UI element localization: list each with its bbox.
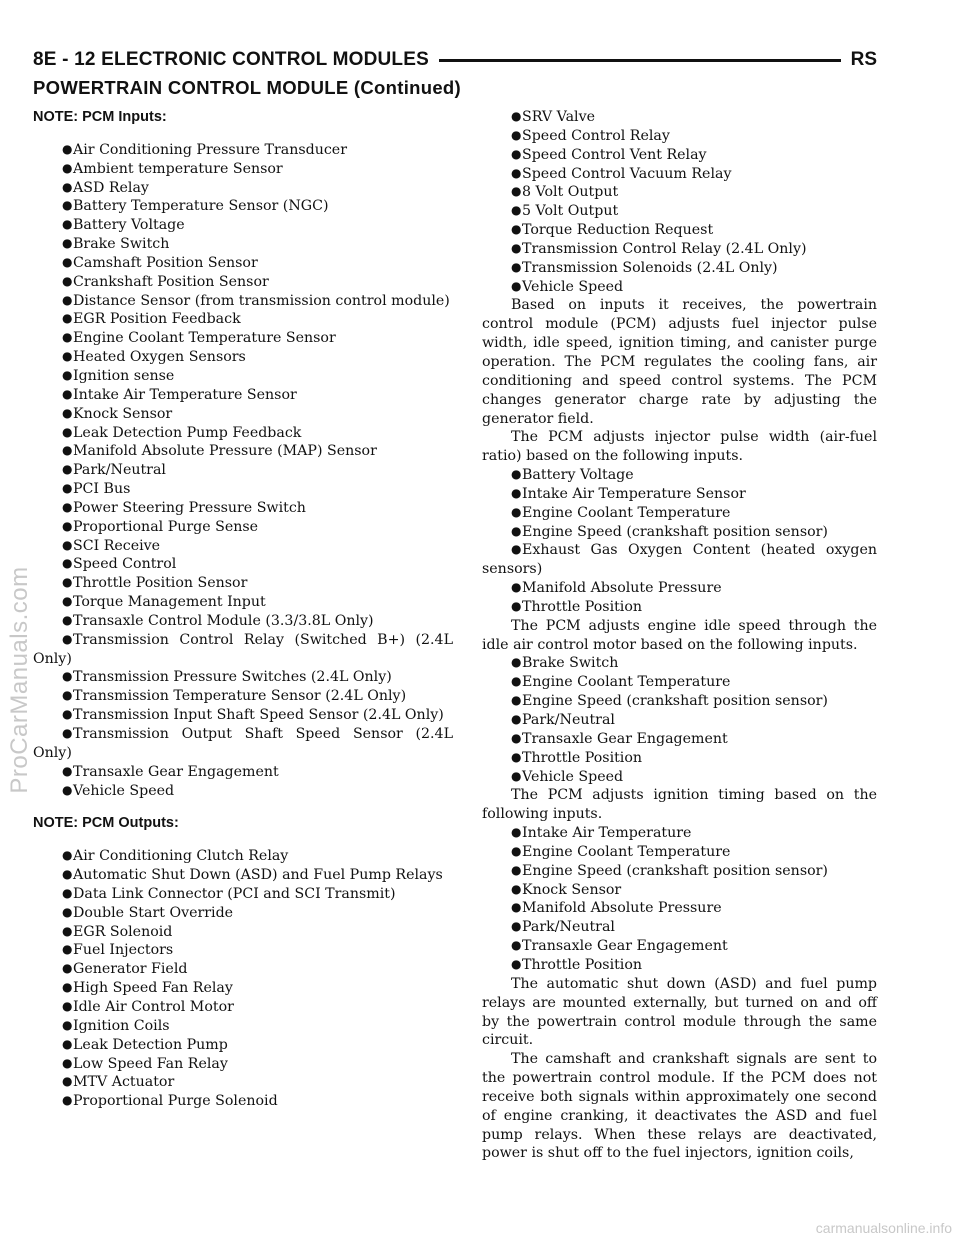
list-item	[33, 235, 453, 254]
list-item	[33, 442, 453, 461]
bullet-icon: ●	[511, 259, 522, 274]
list-item-text: Intake Air Temperature Sensor	[73, 386, 297, 403]
list-item	[482, 523, 877, 542]
list-item	[33, 254, 453, 273]
list-item	[482, 918, 877, 937]
bullet-icon: ●	[62, 160, 73, 175]
bullet-icon: ●	[511, 843, 522, 858]
list-item-text: Brake Switch	[73, 236, 170, 253]
list-item-text: Engine Speed (crankshaft position sensor)	[522, 523, 828, 540]
bullet-icon: ●	[62, 349, 73, 364]
list-item-text: Engine Speed (crankshaft position sensor)	[522, 693, 828, 710]
bullet-icon: ●	[62, 462, 73, 477]
list-item-text: Speed Control Vent Relay	[522, 146, 707, 163]
list-item	[33, 179, 453, 198]
page-subtitle: POWERTRAIN CONTROL MODULE (Continued)	[33, 77, 461, 98]
list-item-text: Transaxle Gear Engagement	[522, 730, 728, 747]
list-item	[33, 292, 453, 311]
bullet-icon: ●	[62, 443, 73, 458]
side-watermark	[2, 0, 38, 1242]
header-section-title: 8E - 12 ELECTRONIC CONTROL MODULES	[33, 49, 429, 70]
bullet-icon: ●	[511, 127, 522, 142]
list-item	[482, 504, 877, 523]
bullet-icon: ●	[511, 580, 522, 595]
bullet-icon: ●	[62, 980, 73, 995]
bullet-icon: ●	[511, 146, 522, 161]
bullet-icon: ●	[62, 141, 73, 156]
inputs-note: NOTE: PCM Inputs:	[33, 109, 167, 125]
bullet-icon: ●	[511, 240, 522, 255]
bullet-icon: ●	[511, 938, 522, 953]
bullet-icon: ●	[511, 278, 522, 293]
bullet-icon: ●	[511, 674, 522, 689]
list-item-text: Throttle Position	[522, 956, 643, 973]
bullet-icon: ●	[511, 825, 522, 840]
list-item-text: Battery Voltage	[73, 217, 185, 234]
list-item-text: Air Conditioning Pressure Transducer	[73, 141, 347, 158]
bullet-icon: ●	[62, 904, 73, 919]
list-item-text: Idle Air Control Motor	[73, 998, 234, 1015]
list-item	[33, 273, 453, 292]
list-item-text: Proportional Purge Sense	[73, 518, 259, 535]
bullet-icon: ●	[62, 961, 73, 976]
list-item	[33, 197, 453, 216]
bullet-icon: ●	[62, 254, 73, 269]
list-item-text: Transmission Output Shaft Speed Sensor (2.4L Only)	[33, 726, 453, 761]
bullet-icon: ●	[511, 862, 522, 877]
bullet-icon: ●	[62, 631, 73, 646]
bullet-icon: ●	[511, 542, 522, 557]
list-item-text: Low Speed Fan Relay	[73, 1055, 228, 1072]
list-item-text: Transaxle Control Module (3.3/3.8L Only)	[73, 612, 374, 629]
list-item-text: Crankshaft Position Sensor	[73, 273, 269, 290]
bullet-icon: ●	[511, 203, 522, 218]
paragraph-cam-crank-signals: The camshaft and crankshaft signals are sent to the powertrain control module. If the PCM does not receive both signals within approximately one second of engine cranking, it deactivates the ASD and fuel pump relays. When these relays are deactivated, power is shut off to the fuel injectors, ignition coils,	[482, 1051, 877, 1162]
bullet-icon: ●	[62, 848, 73, 863]
list-item	[33, 941, 453, 960]
bullet-icon: ●	[62, 1093, 73, 1108]
list-item	[33, 1073, 453, 1092]
bullet-icon: ●	[511, 523, 522, 538]
list-item-text: Transaxle Gear Engagement	[73, 763, 279, 780]
list-item	[33, 706, 453, 725]
list-item	[33, 960, 453, 979]
list-item-text: PCI Bus	[73, 481, 131, 498]
list-item	[482, 579, 877, 598]
bullet-icon: ●	[62, 669, 73, 684]
list-item	[33, 668, 453, 687]
list-item-text: Throttle Position	[522, 598, 643, 615]
bullet-icon: ●	[62, 217, 73, 232]
list-item	[482, 824, 877, 843]
list-item-text: Speed Control Vacuum Relay	[522, 165, 732, 182]
list-item	[482, 108, 877, 127]
list-item	[33, 405, 453, 424]
bullet-icon: ●	[511, 109, 522, 123]
bullet-icon: ●	[62, 236, 73, 251]
list-item	[33, 612, 453, 631]
list-item	[482, 937, 877, 956]
list-item	[33, 725, 453, 763]
bullet-icon: ●	[62, 707, 73, 722]
list-item-text: Engine Coolant Temperature	[522, 843, 731, 860]
watermark-text: ProCarManuals.com	[6, 566, 33, 794]
list-item	[33, 386, 453, 405]
list-item	[33, 537, 453, 556]
list-item-text: Automatic Shut Down (ASD) and Fuel Pump Relays	[73, 867, 443, 884]
bullet-icon: ●	[511, 655, 522, 670]
list-item	[482, 881, 877, 900]
bullet-icon: ●	[62, 1055, 73, 1070]
list-item	[33, 631, 453, 669]
list-item-text: Park/Neutral	[522, 919, 615, 936]
list-item-text: Engine Speed (crankshaft position sensor)	[522, 862, 828, 879]
ignition-timing-inputs-list	[482, 824, 877, 975]
bullet-icon: ●	[62, 198, 73, 213]
paragraph-idle-speed: The PCM adjusts engine idle speed through the idle air control motor based on the following inputs.	[482, 617, 877, 653]
paragraph-asd-relays: The automatic shut down (ASD) and fuel pump relays are mounted externally, but turned on and off by the powertrain control module through the same circuit.	[482, 975, 877, 1049]
list-item-text: Battery Voltage	[522, 467, 634, 484]
list-item-text: Transaxle Gear Engagement	[522, 938, 728, 955]
paragraph-ignition-timing: The PCM adjusts ignition timing based on the following inputs.	[482, 787, 877, 823]
list-item	[482, 843, 877, 862]
list-item	[482, 240, 877, 259]
list-item-text: 5 Volt Output	[522, 203, 619, 220]
list-item-text: Ambient temperature Sensor	[73, 160, 283, 177]
list-item-text: SCI Receive	[73, 537, 161, 554]
pcm-inputs-list	[33, 141, 453, 801]
list-item-text: Manifold Absolute Pressure	[522, 900, 722, 917]
bullet-icon: ●	[62, 688, 73, 703]
list-item	[482, 673, 877, 692]
bullet-icon: ●	[62, 867, 73, 882]
list-item-text: Power Steering Pressure Switch	[73, 499, 306, 516]
list-item-text: Brake Switch	[522, 655, 619, 672]
list-item-text: Distance Sensor (from transmission control module)	[73, 292, 450, 309]
list-item-text: EGR Solenoid	[73, 923, 173, 940]
list-item	[482, 749, 877, 768]
bullet-icon: ●	[62, 405, 73, 420]
paragraph-pcm-adjusts: Based on inputs it receives, the powertrain control module (PCM) adjusts fuel injector pulse width, idle speed, ignition timing, and canister purge operation. The PCM regulates the cooling fans, air conditioning and speed control systems. The PCM changes generator charge rate by adjusting the generator field.	[482, 297, 877, 427]
list-item-text: Torque Reduction Request	[522, 222, 714, 239]
footer-watermark: carmanualsonline.info	[815, 1220, 952, 1236]
list-item-text: Engine Coolant Temperature Sensor	[73, 330, 336, 347]
list-item-text: Intake Air Temperature Sensor	[522, 485, 746, 502]
right-column	[482, 108, 877, 1163]
list-item-text: Speed Control	[73, 556, 177, 573]
bullet-icon: ●	[511, 881, 522, 896]
bullet-icon: ●	[511, 900, 522, 915]
bullet-icon: ●	[62, 367, 73, 382]
bullet-icon: ●	[62, 518, 73, 533]
list-item	[33, 593, 453, 612]
list-item	[482, 956, 877, 975]
bullet-icon: ●	[62, 763, 73, 778]
bullet-icon: ●	[511, 467, 522, 482]
list-item	[33, 574, 453, 593]
list-item	[33, 555, 453, 574]
list-item	[33, 461, 453, 480]
pulse-width-inputs-list	[482, 466, 877, 617]
bullet-icon: ●	[62, 556, 73, 571]
idle-speed-inputs-list	[482, 654, 877, 786]
list-item-text: Intake Air Temperature	[522, 825, 692, 842]
list-item	[33, 782, 453, 801]
list-item	[33, 1055, 453, 1074]
list-item-text: Knock Sensor	[522, 881, 622, 898]
list-item-text: Leak Detection Pump	[73, 1036, 228, 1053]
list-item	[482, 259, 877, 278]
list-item	[33, 866, 453, 885]
list-item-text: Vehicle Speed	[522, 768, 624, 785]
list-item-text: High Speed Fan Relay	[73, 980, 233, 997]
list-item	[482, 485, 877, 504]
bullet-icon: ●	[511, 919, 522, 934]
bullet-icon: ●	[62, 1036, 73, 1051]
bullet-icon: ●	[511, 693, 522, 708]
bullet-icon: ●	[62, 537, 73, 552]
list-item	[482, 862, 877, 881]
list-item-text: EGR Position Feedback	[73, 311, 241, 328]
bullet-icon: ●	[62, 499, 73, 514]
list-item-text: Park/Neutral	[73, 462, 166, 479]
list-item-text: Engine Coolant Temperature	[522, 504, 731, 521]
list-item-text: Transmission Control Relay (2.4L Only)	[522, 240, 807, 257]
list-item-text: Vehicle Speed	[522, 278, 624, 295]
list-item-text: Vehicle Speed	[73, 782, 175, 799]
list-item	[33, 885, 453, 904]
list-item	[482, 541, 877, 579]
list-item	[33, 348, 453, 367]
list-item	[33, 160, 453, 179]
list-item	[33, 480, 453, 499]
list-item-text: Proportional Purge Solenoid	[73, 1093, 278, 1110]
list-item	[482, 165, 877, 184]
bullet-icon: ●	[62, 273, 73, 288]
list-item-text: SRV Valve	[522, 109, 596, 125]
bullet-icon: ●	[62, 923, 73, 938]
list-item	[33, 1036, 453, 1055]
list-item	[482, 221, 877, 240]
list-item	[33, 518, 453, 537]
list-item-text: Ignition sense	[73, 367, 175, 384]
list-item-text: Throttle Position Sensor	[73, 575, 248, 592]
bullet-icon: ●	[511, 712, 522, 726]
list-item	[33, 763, 453, 782]
bullet-icon: ●	[62, 1017, 73, 1032]
list-item	[482, 598, 877, 617]
bullet-icon: ●	[511, 956, 522, 971]
bullet-icon: ●	[62, 179, 73, 194]
list-item-text: Manifold Absolute Pressure (MAP) Sensor	[73, 443, 377, 460]
list-item	[33, 1092, 453, 1111]
list-item	[33, 687, 453, 706]
bullet-icon: ●	[62, 726, 73, 740]
list-item-text: Park/Neutral	[522, 712, 615, 728]
list-item	[33, 847, 453, 866]
list-item-text: Transmission Temperature Sensor (2.4L Only)	[73, 688, 407, 705]
list-item	[33, 141, 453, 160]
list-item	[33, 923, 453, 942]
bullet-icon: ●	[511, 485, 522, 500]
bullet-icon: ●	[511, 184, 522, 199]
bullet-icon: ●	[62, 612, 73, 627]
bullet-icon: ●	[62, 885, 73, 900]
list-item	[482, 466, 877, 485]
list-item-text: 8 Volt Output	[522, 184, 619, 201]
bullet-icon: ●	[62, 998, 73, 1013]
list-item	[482, 183, 877, 202]
bullet-icon: ●	[62, 386, 73, 401]
list-item	[33, 979, 453, 998]
list-item	[33, 1017, 453, 1036]
list-item	[33, 367, 453, 386]
list-item-text: Generator Field	[73, 961, 188, 978]
list-item-text: Exhaust Gas Oxygen Content (heated oxygen sensors)	[482, 542, 877, 578]
list-item	[482, 278, 877, 297]
list-item	[482, 146, 877, 165]
bullet-icon: ●	[62, 594, 73, 609]
list-item-text: Manifold Absolute Pressure	[522, 580, 722, 597]
paragraph-pulse-width: The PCM adjusts injector pulse width (air-fuel ratio) based on the following inputs.	[482, 429, 877, 465]
header-rule	[439, 59, 841, 62]
list-item	[482, 692, 877, 711]
list-item-text: Camshaft Position Sensor	[73, 254, 258, 271]
bullet-icon: ●	[511, 749, 522, 764]
bullet-icon: ●	[62, 575, 73, 590]
list-item-text: Transmission Pressure Switches (2.4L Only)	[73, 669, 392, 686]
list-item-text: Data Link Connector (PCI and SCI Transmit)	[73, 885, 396, 902]
list-item-text: Throttle Position	[522, 749, 643, 766]
bullet-icon: ●	[62, 424, 73, 439]
list-item-text: Heated Oxygen Sensors	[73, 349, 246, 366]
bullet-icon: ●	[511, 504, 522, 519]
bullet-icon: ●	[62, 942, 73, 957]
pcm-outputs-continued-list	[482, 108, 877, 296]
bullet-icon: ●	[511, 768, 522, 783]
list-item-text: Battery Temperature Sensor (NGC)	[73, 198, 329, 215]
list-item	[33, 904, 453, 923]
list-item-text: Speed Control Relay	[522, 127, 670, 144]
bullet-icon: ●	[511, 730, 522, 745]
bullet-icon: ●	[62, 330, 73, 345]
bullet-icon: ●	[511, 598, 522, 613]
bullet-icon: ●	[62, 1074, 73, 1089]
list-item-text: Torque Management Input	[73, 594, 266, 611]
list-item-text: Engine Coolant Temperature	[522, 674, 731, 691]
list-item-text: Air Conditioning Clutch Relay	[73, 848, 289, 865]
bullet-icon: ●	[511, 222, 522, 237]
list-item-text: Fuel Injectors	[73, 942, 174, 959]
bullet-icon: ●	[62, 311, 73, 326]
list-item	[482, 899, 877, 918]
list-item	[33, 216, 453, 235]
list-item	[482, 768, 877, 787]
list-item-text: Double Start Override	[73, 904, 234, 921]
pcm-outputs-list	[33, 847, 453, 1111]
list-item-text: Transmission Control Relay (Switched B+) (2.4L Only)	[33, 631, 453, 667]
page-header	[33, 46, 877, 74]
list-item	[482, 730, 877, 749]
bullet-icon: ●	[511, 165, 522, 180]
list-item	[33, 310, 453, 329]
list-item-text: Transmission Input Shaft Speed Sensor (2.4L Only)	[73, 707, 444, 724]
header-model-code: RS	[850, 49, 877, 70]
left-column	[33, 108, 453, 1111]
list-item	[33, 499, 453, 518]
list-item-text: Transmission Solenoids (2.4L Only)	[522, 259, 778, 276]
bullet-icon: ●	[62, 782, 73, 797]
list-item-text: ASD Relay	[73, 179, 149, 196]
list-item	[482, 711, 877, 730]
bullet-icon: ●	[62, 481, 73, 496]
list-item	[482, 202, 877, 221]
list-item	[33, 424, 453, 443]
list-item	[33, 998, 453, 1017]
list-item-text: MTV Actuator	[73, 1074, 175, 1091]
bullet-icon: ●	[62, 292, 73, 307]
list-item	[33, 329, 453, 348]
outputs-note: NOTE: PCM Outputs:	[33, 815, 179, 832]
list-item	[482, 654, 877, 673]
list-item-text: Ignition Coils	[73, 1017, 170, 1034]
list-item-text: Knock Sensor	[73, 405, 173, 422]
list-item	[482, 127, 877, 146]
list-item-text: Leak Detection Pump Feedback	[73, 424, 302, 441]
